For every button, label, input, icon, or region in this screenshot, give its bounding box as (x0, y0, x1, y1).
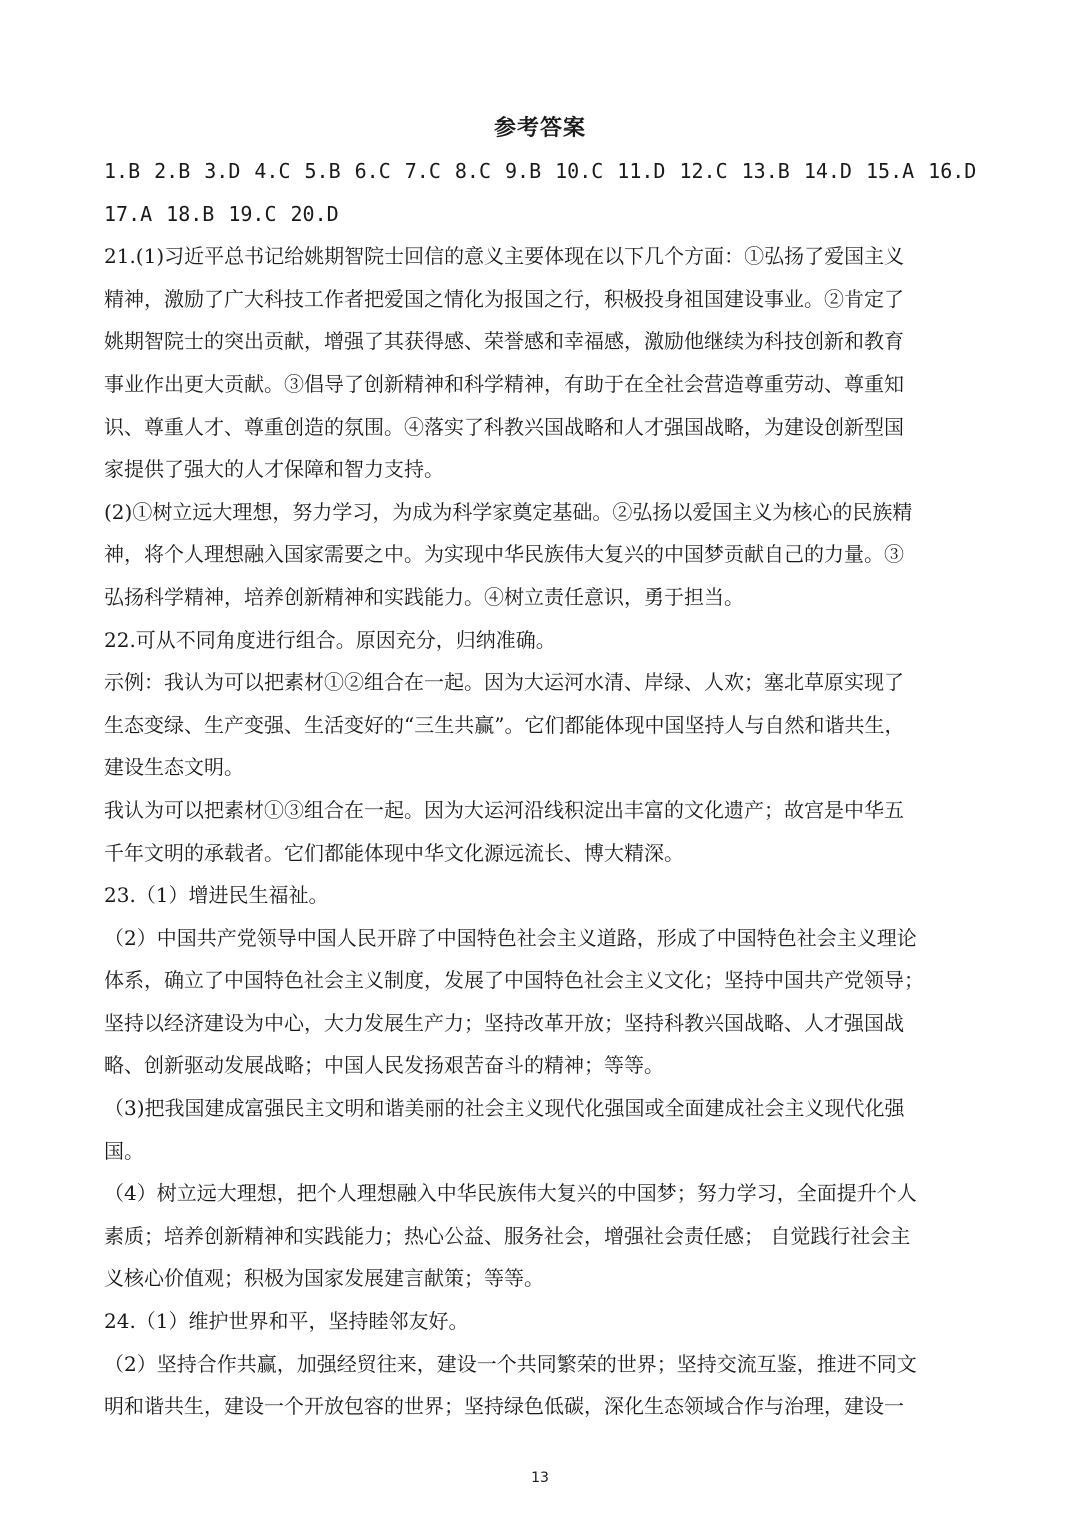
choice-answers-row (104, 150, 980, 193)
answer-line: （2）中国共产党领导中国人民开辟了中国特色社会主义道路，形成了中国特色社会主义理论 (104, 925, 917, 950)
answer-line: 明和谐共生，建设一个开放包容的世界；坚持绿色低碳，深化生态领域合作与治理，建设一 (104, 1394, 904, 1419)
answer-line: 23.（1）增进民生福祉。 (104, 883, 329, 908)
choice-answer: 11.D (617, 159, 666, 183)
choice-answer: 19.C (228, 201, 277, 226)
choice-answer: 1.B (104, 159, 141, 183)
choice-answer: 10.C (555, 159, 604, 183)
choice-answer: 6.C (354, 159, 391, 183)
answer-line: 示例：我认为可以把素材①②组合在一起。因为大运河水清、岸绿、人欢；塞北草原实现了 (104, 670, 904, 695)
page-number: 13 (531, 1470, 549, 1486)
answer-line: 事业作出更大贡献。③倡导了创新精神和科学精神，有助于在全社会营造尊重劳动、尊重知 (104, 371, 904, 396)
choice-answer: 17.A (104, 201, 153, 226)
answer-line: (2)①树立远大理想，努力学习，为成为科学家奠定基础。②弘扬以爱国主义为核心的民族精 (104, 499, 913, 524)
choice-answer: 7.C (404, 159, 441, 183)
answer-line: 24.（1）维护世界和平，坚持睦邻友好。 (104, 1309, 469, 1334)
answer-line: 识、尊重人才、尊重创造的氛围。④落实了科教兴国战略和人才强国战略，为建设创新型国 (104, 414, 904, 439)
choice-answer: 15.A (865, 159, 915, 183)
choice-answers-row (104, 193, 980, 236)
answer-line: 千年文明的承载者。它们都能体现中华文化源远流长、博大精深。 (104, 840, 684, 865)
answer-line: （2）坚持合作共赢，加强经贸往来，建设一个共同繁荣的世界；坚持交流互鉴，推进不同文 (104, 1351, 917, 1376)
answer-content (104, 150, 980, 1428)
answer-line: 生态变绿、生产变强、生活变好的“三生共赢”。它们都能体现中国坚持人与自然和谐共生， (104, 712, 905, 737)
answer-line: （4）树立远大理想，把个人理想融入中华民族伟大复兴的中国梦；努力学习，全面提升个人 (104, 1181, 917, 1206)
choice-answer: 18.B (166, 201, 215, 226)
answer-line: 精神，激励了广大科技工作者把爱国之情化为报国之行，积极投身祖国建设事业。②肯定了 (104, 286, 904, 311)
answer-line: 姚期智院士的突出贡献，增强了其获得感、荣誉感和幸福感，激励他继续为科技创新和教育 (104, 329, 904, 354)
answer-line: 建设生态文明。 (104, 755, 244, 780)
choice-answer: 5.B (304, 159, 341, 183)
page-title: 参考答案 (493, 116, 586, 141)
answer-line: 体系，确立了中国特色社会主义制度，发展了中国特色社会主义文化；坚持中国共产党领导； (104, 968, 924, 993)
answer-line: 我认为可以把素材①③组合在一起。因为大运河沿线积淀出丰富的文化遗产；故宫是中华五 (104, 797, 904, 822)
answer-line: 国。 (104, 1138, 144, 1163)
choice-answer: 9.B (505, 159, 542, 183)
answer-line: 弘扬科学精神，培养创新精神和实践能力。④树立责任意识，勇于担当。 (104, 584, 744, 609)
answer-line: 22.可从不同角度进行组合。原因充分，归纳准确。 (104, 627, 556, 652)
choice-answer: 3.D (204, 159, 241, 183)
choice-answer: 8.C (454, 159, 491, 183)
answer-line: 略、创新驱动发展战略；中国人民发扬艰苦奋斗的精神；等等。 (104, 1053, 664, 1078)
answer-line: 素质；培养创新精神和实践能力；热心公益、服务社会，增强社会责任感； 自觉践行社会主 (104, 1223, 911, 1248)
choice-answer: 14.D (803, 159, 852, 183)
answer-line: 21.(1)习近平总书记给姚期智院士回信的意义主要体现在以下几个方面：①弘扬了爱国主义 (104, 244, 905, 269)
choice-answer: 13.B (741, 159, 790, 183)
choice-answer: 4.C (254, 159, 291, 183)
choice-answer: 2.B (154, 159, 191, 183)
choice-answer: 20.D (290, 201, 339, 226)
answer-line: 义核心价值观；积极为国家发展建言献策；等等。 (104, 1266, 544, 1291)
answer-line: 坚持以经济建设为中心，大力发展生产力；坚持改革开放；坚持科教兴国战略、人才强国战 (104, 1010, 904, 1035)
answer-line: 神，将个人理想融入国家需要之中。为实现中华民族伟大复兴的中国梦贡献自己的力量。③ (104, 542, 904, 567)
choice-answer: 12.C (679, 159, 728, 183)
choice-answer: 16.D (928, 159, 977, 183)
answer-line: （3)把我国建成富强民主文明和谐美丽的社会主义现代化强国或全面建成社会主义现代化强 (104, 1096, 905, 1121)
answer-line: 家提供了强大的人才保障和智力支持。 (104, 457, 444, 482)
